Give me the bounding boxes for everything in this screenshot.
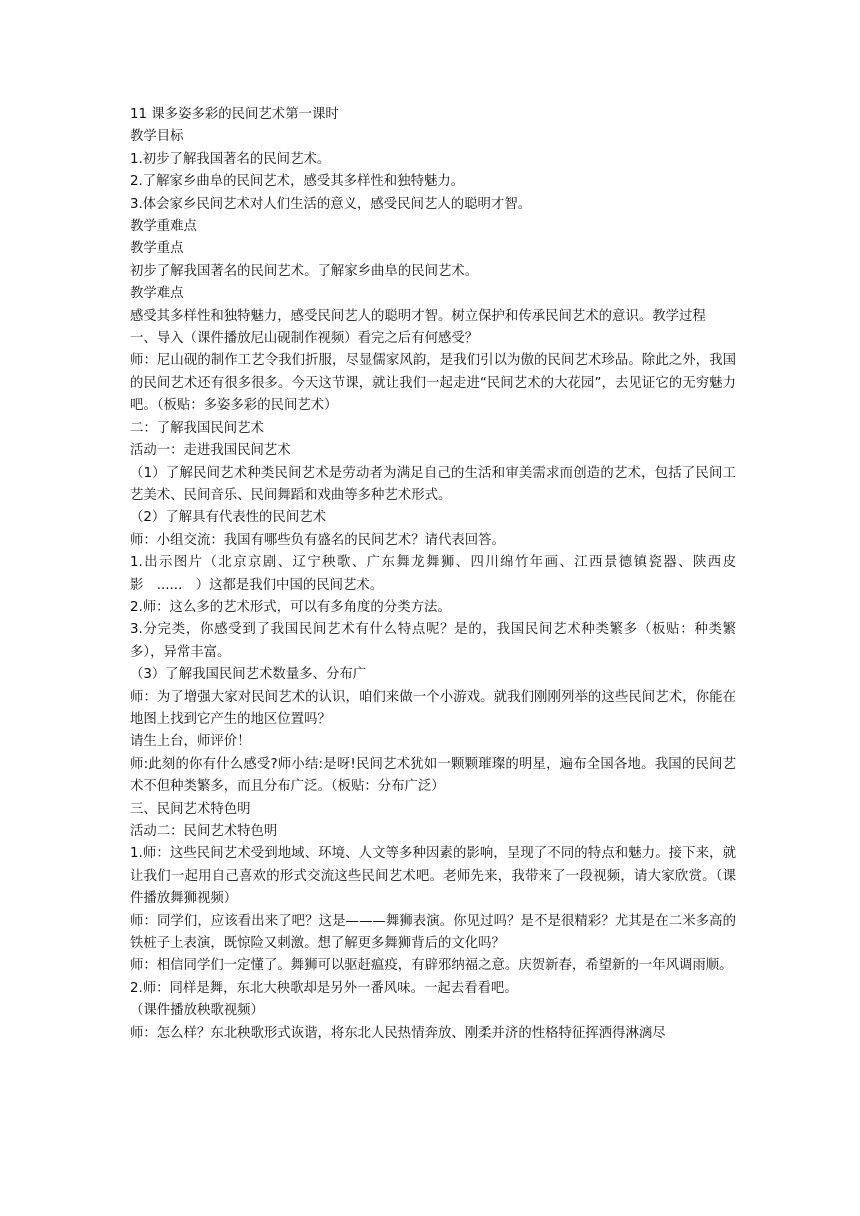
activity-heading: 活动一：走进我国民间艺术	[130, 443, 291, 459]
paragraph: 师：为了增强大家对民间艺术的认识，咱们来做一个小游戏。就我们刚刚列举的这些民间艺术，你能在地图上找到它产生的地区位置吗？	[130, 689, 736, 727]
document-body	[130, 104, 736, 1045]
paragraph: （1）了解民间艺术种类民间艺术是劳动者为满足自己的生活和审美需求而创造的艺术，包括了民间工艺美术、民间音乐、民间舞蹈和戏曲等多种艺术形式。	[130, 465, 736, 503]
paragraph: 2.师：同样是舞，东北大秧歌却是另外一番风味。一起去看看吧。	[130, 980, 518, 996]
paragraph: 3.分完类，你感受到了我国民间艺术有什么特点呢？是的，我国民间艺术种类繁多（板贴：种类繁多），异常丰富。	[130, 622, 736, 660]
paragraph: 师:此刻的你有什么感受?师小结:是呀!民间艺术犹如一颗颗璀璨的明星，遍布全国各地。我国的民间艺术不但种类繁多，而且分布广泛。（板贴：分布广泛）	[130, 756, 736, 795]
objective-item: 2.了解家乡曲阜的民间艺术，感受其多样性和独特魅力。	[130, 174, 465, 190]
difficult-points-text: 感受其多样性和独特魅力，感受民间艺人的聪明才智。树立保护和传承民间艺术的意识。教学过程	[130, 308, 706, 324]
subheading-difficult-points: 教学难点	[130, 286, 184, 302]
paragraph: 1.出示图片（北京京剧、辽宁秧歌、广东舞龙舞狮、四川绵竹年画、江西景德镇瓷器、陕西皮影 ...... ）这都是我们中国的民间艺术。	[130, 555, 736, 593]
paragraph: 师：小组交流：我国有哪些负有盛名的民间艺术？请代表回答。	[130, 532, 505, 548]
section-heading-intro: 一、导入（课件播放尼山砚制作视频）看完之后有何感受？	[130, 331, 479, 347]
objective-item: 1.初步了解我国著名的民间艺术。	[130, 151, 331, 167]
paragraph: 2.师：这么多的艺术形式，可以有多角度的分类方法。	[130, 599, 451, 615]
paragraph: 1.师：这些民间艺术受到地域、环境、人文等多种因素的影响，呈现了不同的特点和魅力。接下来，就让我们一起用自己喜欢的形式交流这些民间艺术吧。老师先来，我带来了一段视频，请大家欣赏。（课件播放舞狮视频）	[130, 846, 736, 907]
objective-item: 3.体会家乡民间艺术对人们生活的意义，感受民间艺人的聪明才智。	[130, 196, 532, 212]
activity-heading: 活动二：民间艺术特色明	[130, 824, 278, 839]
lesson-title: 11 课多姿多彩的民间艺术第一课时	[130, 107, 339, 122]
section-heading-key-difficult: 教学重难点	[130, 219, 197, 235]
paragraph: 师：相信同学们一定懂了。舞狮可以驱赶瘟疫，有辟邪纳福之意。庆贺新春，希望新的一年风调雨顺。	[130, 958, 733, 974]
subheading-key-points: 教学重点	[130, 241, 184, 257]
paragraph: （课件播放秧歌视频）	[130, 1003, 264, 1019]
section-heading-objectives: 教学目标	[130, 129, 184, 145]
key-points-text: 初步了解我国著名的民间艺术。了解家乡曲阜的民间艺术。	[130, 263, 479, 279]
paragraph: （3）了解我国民间艺术数量多、分布广	[130, 667, 367, 683]
section-heading-part-three: 三、民间艺术特色明	[130, 801, 251, 817]
paragraph: 请生上台，师评价！	[130, 734, 251, 750]
section-heading-part-two: 二：了解我国民间艺术	[130, 420, 264, 436]
paragraph: 师：怎么样？东北秧歌形式诙谐，将东北人民热情奔放、刚柔并济的性格特征挥洒得淋漓尽	[130, 1025, 666, 1041]
paragraph: （2）了解具有代表性的民间艺术	[130, 510, 326, 526]
paragraph: 师：同学们，应该看出来了吧？这是———舞狮表演。你见过吗？是不是很精彩？尤其是在二米多高的铁桩子上表演，既惊险又刺激。想了解更多舞狮背后的文化吗？	[130, 913, 736, 952]
paragraph: 师：尼山砚的制作工艺令我们折服，尽显儒家风韵，是我们引以为傲的民间艺术珍品。除此之外，我国的民间艺术还有很多很多。今天这节课，就让我们一起走进“民间艺术的大花园”，去见证它的无穷魅力吧。（板贴：多姿多彩的民间艺术）	[130, 353, 736, 414]
